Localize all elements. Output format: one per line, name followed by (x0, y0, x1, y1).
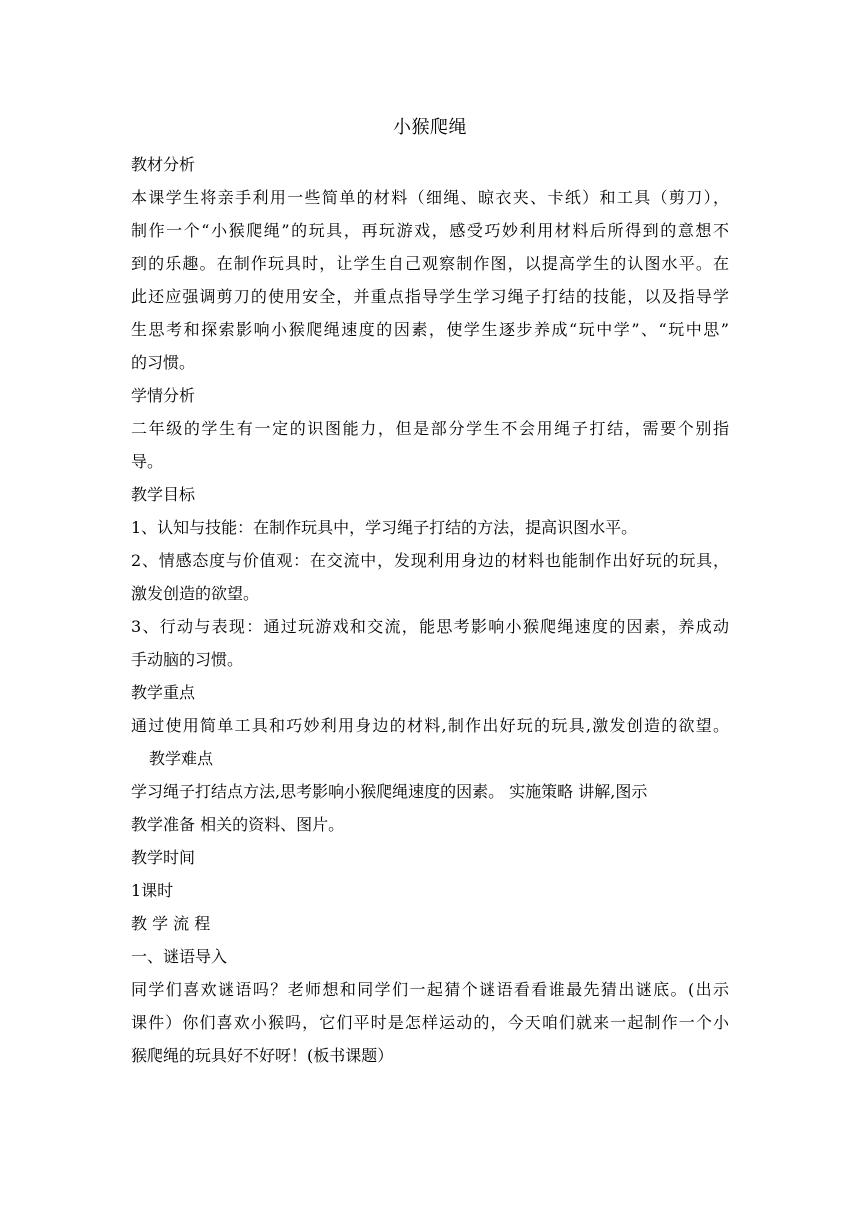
paragraph-line: 课件）你们喜欢小猴吗，它们平时是怎样运动的，今天咱们就来一起制作一个小 (131, 1013, 729, 1032)
document-body (131, 148, 729, 1072)
paragraph-line: 通过使用简单工具和巧妙利用身边的材料,制作出好玩的玩具,激发创造的欲望。 (131, 716, 729, 735)
paragraph-line: 的习惯。 (131, 353, 196, 372)
heading-teaching-goals: 教学目标 (131, 485, 196, 504)
goal-item-continued: 激发创造的欲望。 (131, 584, 260, 603)
paragraph-line: 生思考和探索影响小猴爬绳速度的因素，使学生逐步养成“玩中学”、“玩中思” (131, 320, 729, 339)
paragraph-line: 二年级的学生有一定的识图能力，但是部分学生不会用绳子打结，需要个别指 (131, 419, 729, 438)
heading-teaching-process: 教 学 流 程 (131, 914, 211, 933)
goal-item: 2、情感态度与价值观：在交流中，发现利用身边的材料也能制作出好玩的玩具， (131, 551, 729, 570)
goal-item-continued: 手动脑的习惯。 (131, 650, 244, 669)
goal-item: 3、行动与表现：通过玩游戏和交流，能思考影响小猴爬绳速度的因素，养成动 (131, 617, 729, 636)
paragraph-line: 同学们喜欢谜语吗？老师想和同学们一起猜个谜语看看谁最先猜出谜底。(出示 (131, 980, 729, 999)
heading-difficulties: 教学难点 (149, 749, 214, 768)
paragraph-line: 制作一个“小猴爬绳”的玩具，再玩游戏，感受巧妙利用材料后所得到的意想不 (131, 221, 729, 240)
paragraph-line: 本课学生将亲手利用一些简单的材料（细绳、晾衣夹、卡纸）和工具（剪刀）， (131, 188, 729, 207)
paragraph-line: 此还应强调剪刀的使用安全，并重点指导学生学习绳子打结的技能，以及指导学 (131, 287, 729, 306)
heading-teaching-time: 教学时间 (131, 848, 196, 867)
paragraph-line: 导。 (131, 452, 164, 471)
heading-student-analysis: 学情分析 (131, 386, 196, 405)
heading-key-points: 教学重点 (131, 683, 196, 702)
document-title: 小猴爬绳 (393, 117, 467, 138)
paragraph-line: 猴爬绳的玩具好不好呀！(板书课题） (131, 1046, 394, 1065)
paragraph-line: 1课时 (131, 881, 174, 900)
paragraph-line: 学习绳子打结点方法,思考影响小猴爬绳速度的因素。 实施策略 讲解,图示 (131, 782, 648, 801)
heading-material-analysis: 教材分析 (131, 155, 196, 174)
paragraph-line: 教学准备 相关的资料、图片。 (131, 815, 345, 834)
section-heading: 一、谜语导入 (131, 947, 228, 966)
goal-item: 1、认知与技能：在制作玩具中，学习绳子打结的方法，提高识图水平。 (131, 518, 638, 537)
paragraph-line: 到的乐趣。在制作玩具时，让学生自己观察制作图，以提高学生的认图水平。在 (131, 254, 729, 273)
